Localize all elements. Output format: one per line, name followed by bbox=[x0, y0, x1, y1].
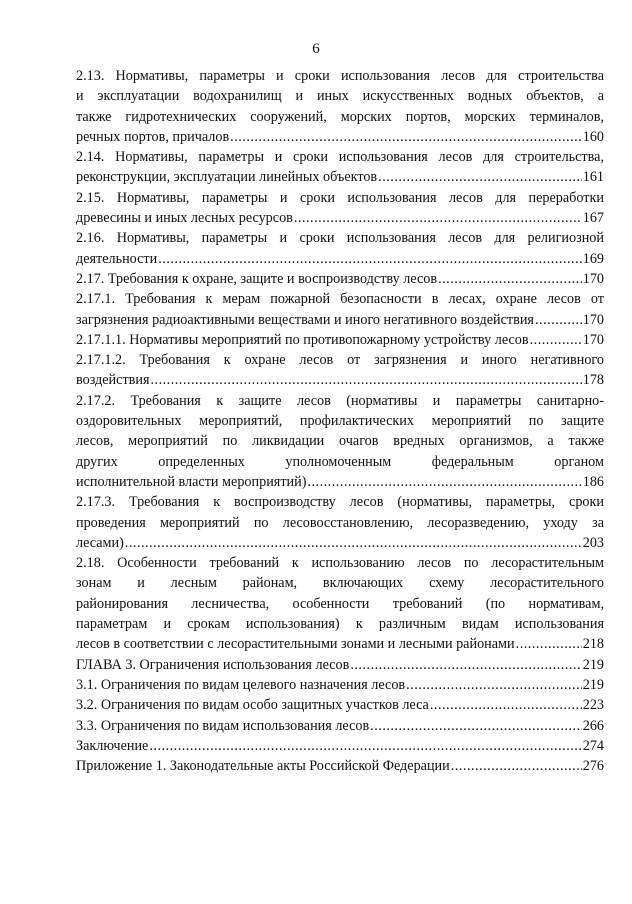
toc-entry-last-line bbox=[76, 634, 604, 654]
toc-entry-last-line bbox=[76, 310, 604, 330]
toc-entry-line: районирования лесничества, особенности требований (по нормативам, bbox=[76, 595, 604, 612]
toc-entry-title: деятельности bbox=[76, 250, 158, 267]
dot-leader bbox=[158, 249, 582, 269]
toc-entry bbox=[76, 492, 604, 553]
toc-entry-line: проведения мероприятий по лесовосстановлению, лесоразведению, уходу за bbox=[76, 514, 604, 531]
dot-leader bbox=[378, 167, 582, 187]
toc-entry-line: 2.17.3. Требования к воспроизводству лесов (нормативы, параметры, сроки bbox=[76, 494, 604, 511]
toc-entry-title: 3.3. Ограничения по видам использования лесов bbox=[76, 717, 370, 734]
toc-entry-title: реконструкции, эксплуатации линейных объектов bbox=[76, 169, 378, 186]
toc-entry-line: параметрам и срокам использования) к различным видам использования bbox=[76, 616, 604, 633]
dot-leader bbox=[149, 736, 581, 756]
dot-leader bbox=[516, 634, 582, 654]
toc-entry-line: 2.17.1.2. Требования к охране лесов от загрязнения и иного негативного bbox=[76, 352, 604, 369]
dot-leader bbox=[406, 675, 582, 695]
toc-entry-title: исполнительной власти мероприятий) bbox=[76, 473, 307, 490]
dot-leader bbox=[294, 208, 582, 228]
toc-page-number: 170 bbox=[582, 311, 604, 328]
toc-entry-last-line bbox=[76, 533, 604, 553]
toc-page-number: 169 bbox=[582, 250, 604, 267]
toc-entry-last-line bbox=[76, 756, 604, 776]
toc-entry-title: лесами) bbox=[76, 534, 124, 551]
toc-page-number: 170 bbox=[582, 270, 604, 287]
toc-page-number: 266 bbox=[582, 717, 604, 734]
toc-entry-line: лесов, мероприятий по ликвидации очагов вредных организмов, а также bbox=[76, 433, 604, 450]
toc-entry-title: речных портов, причалов bbox=[76, 128, 230, 145]
toc-entry-title: Заключение bbox=[76, 737, 149, 754]
toc-entry bbox=[76, 228, 604, 269]
toc-entry-line: 2.17.1. Требования к мерам пожарной безопасности в лесах, охране лесов от bbox=[76, 291, 604, 308]
dot-leader bbox=[230, 127, 582, 147]
toc-entry-line: 2.13. Нормативы, параметры и сроки использования лесов для строительства bbox=[76, 68, 604, 84]
toc-page-number: 178 bbox=[582, 372, 604, 389]
toc-entry-title: 2.17.1.1. Нормативы мероприятий по противопожарному устройству лесов bbox=[76, 331, 529, 348]
toc-entry-line: также гидротехнических сооружений, морских портов, морских терминалов, bbox=[76, 108, 604, 125]
toc-page-number: 203 bbox=[582, 534, 604, 551]
toc-entry-line: зонам и лесным районам, включающих схему лесорастительного bbox=[76, 575, 604, 592]
toc-entry-line: других определенных уполномоченным федеральным органом bbox=[76, 453, 604, 470]
toc-entry bbox=[76, 66, 604, 147]
toc-page-number: 161 bbox=[582, 169, 604, 186]
toc-entry-line: 2.17.2. Требования к защите лесов (нормативы и параметры санитарно- bbox=[76, 392, 604, 409]
dot-leader bbox=[370, 716, 582, 736]
dot-leader bbox=[150, 370, 581, 390]
dot-leader bbox=[451, 756, 582, 776]
toc-page-number: 223 bbox=[582, 697, 604, 714]
toc-entry-line: 2.15. Нормативы, параметры и сроки использования лесов для переработки bbox=[76, 189, 604, 206]
dot-leader bbox=[438, 269, 582, 289]
toc-page-number: 170 bbox=[582, 331, 604, 348]
toc-entry-line: 2.18. Особенности требований к использованию лесов по лесорастительным bbox=[76, 555, 604, 572]
toc-entry-title: 2.17. Требования к охране, защите и воспроизводству лесов bbox=[76, 270, 438, 287]
toc-entry-title: древесины и иных лесных ресурсов bbox=[76, 210, 293, 227]
toc-entry-title: воздействия bbox=[76, 372, 150, 389]
toc-entry-last-line bbox=[76, 736, 604, 756]
toc-entry-line: и эксплуатации водохранилищ и иных искусственных водных объектов, а bbox=[76, 88, 604, 105]
toc-entry bbox=[76, 188, 604, 229]
toc-page-number: 160 bbox=[582, 128, 604, 145]
toc-entry bbox=[76, 655, 604, 675]
toc-entry-title: Приложение 1. Законодательные акты Российской Федерации bbox=[76, 758, 450, 775]
dot-leader bbox=[530, 330, 582, 350]
page-number: 6 bbox=[312, 41, 320, 57]
toc-entry bbox=[76, 147, 604, 188]
toc-entry bbox=[76, 289, 604, 330]
toc-entry bbox=[76, 695, 604, 715]
toc-entry-title: загрязнения радиоактивными веществами и иного негативного воздействия bbox=[76, 311, 534, 328]
toc-entry-last-line bbox=[76, 330, 604, 350]
toc-page-number: 219 bbox=[582, 656, 604, 673]
toc-entry-last-line bbox=[76, 127, 604, 147]
toc-page-number: 274 bbox=[582, 737, 604, 754]
dot-leader bbox=[125, 533, 582, 553]
toc-entry-last-line bbox=[76, 675, 604, 695]
toc-entry bbox=[76, 330, 604, 350]
toc-entry-last-line bbox=[76, 716, 604, 736]
dot-leader bbox=[307, 472, 581, 492]
toc-entry-last-line bbox=[76, 655, 604, 675]
toc-entry bbox=[76, 553, 604, 654]
toc-entry-last-line bbox=[76, 370, 604, 390]
toc-page-number: 186 bbox=[582, 473, 604, 490]
toc-entry bbox=[76, 736, 604, 756]
toc-entry-title: ГЛАВА 3. Ограничения использования лесов bbox=[76, 656, 350, 673]
table-of-contents bbox=[76, 66, 604, 776]
toc-entry-last-line bbox=[76, 249, 604, 269]
toc-entry-last-line bbox=[76, 472, 604, 492]
toc-entry-last-line bbox=[76, 167, 604, 187]
toc-page-number: 167 bbox=[582, 210, 604, 227]
dot-leader bbox=[350, 655, 581, 675]
toc-page-number: 218 bbox=[582, 636, 604, 653]
toc-page-number: 219 bbox=[582, 676, 604, 693]
toc-entry bbox=[76, 269, 604, 289]
toc-entry-line: 2.16. Нормативы, параметры и сроки использования лесов для религиозной bbox=[76, 230, 604, 247]
toc-entry bbox=[76, 675, 604, 695]
toc-entry-line: 2.14. Нормативы, параметры и сроки использования лесов для строительства, bbox=[76, 149, 604, 166]
dot-leader bbox=[535, 310, 582, 330]
toc-entry bbox=[76, 391, 604, 492]
toc-entry bbox=[76, 350, 604, 391]
toc-entry-line: оздоровительных мероприятий, профилактических мероприятий по защите bbox=[76, 413, 604, 430]
toc-entry-title: лесов в соответствии с лесорастительными зонами и лесными районами bbox=[76, 636, 515, 653]
toc-entry-last-line bbox=[76, 208, 604, 228]
toc-entry-title: 3.1. Ограничения по видам целевого назначения лесов bbox=[76, 676, 406, 693]
toc-page-number: 276 bbox=[582, 758, 604, 775]
toc-entry-last-line bbox=[76, 269, 604, 289]
toc-entry bbox=[76, 716, 604, 736]
toc-entry bbox=[76, 756, 604, 776]
toc-entry-title: 3.2. Ограничения по видам особо защитных участков леса bbox=[76, 697, 429, 714]
toc-entry-last-line bbox=[76, 695, 604, 715]
dot-leader bbox=[430, 695, 582, 715]
